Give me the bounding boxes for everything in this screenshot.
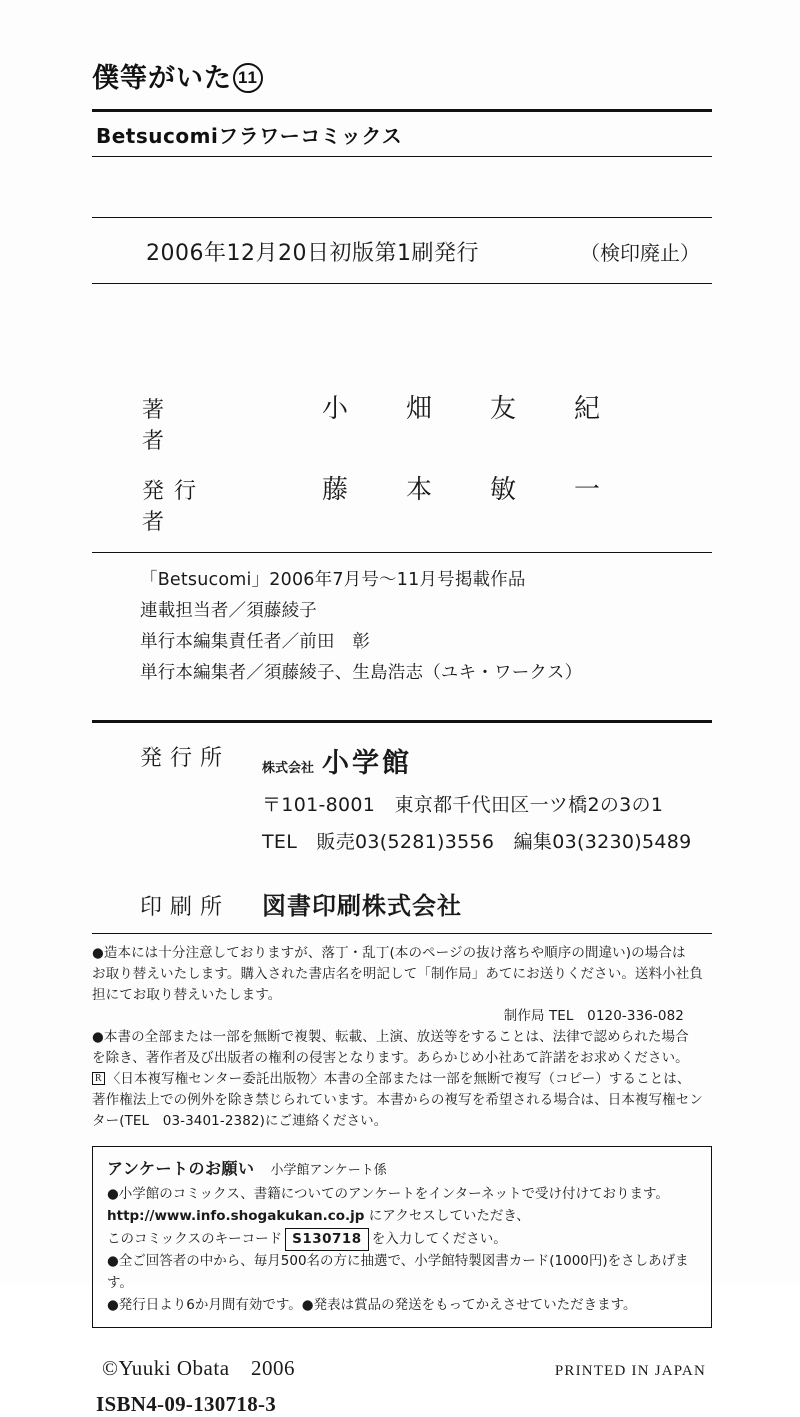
notice-line: 〈日本複写権センター委託出版物〉本書の全部または一部を無断で複写（コピー）することは、 [106, 1070, 691, 1087]
staff-item: 単行本編集者／須藤綾子、生島浩志（ユキ・ワークス） [140, 663, 583, 684]
survey-line: ●小学館のコミックス、書籍についてのアンケートをインターネットで受け付けております。 [107, 1185, 669, 1202]
printer-block [92, 886, 712, 921]
copyright-notice: ©Yuuki Obata 2006 [102, 1356, 296, 1381]
publisher-name: 小学館 [322, 747, 413, 779]
keycode-prefix: このコミックスのキーコード [107, 1230, 283, 1247]
legal-notices [92, 934, 712, 1132]
survey-title: アンケートのお願い [107, 1158, 255, 1178]
printer-label: 印刷所 [140, 894, 231, 920]
staff-list [92, 553, 712, 694]
publisher-corp-prefix: 株式会社 [262, 760, 315, 776]
notice-line: ●本書の全部または一部を無断で複製、転載、上演、放送等をすることは、法律で認められた場合 [92, 1028, 689, 1045]
author-label: 著 者 [142, 398, 207, 454]
isbn-number: ISBN4-09-130718-3 [96, 1392, 277, 1417]
notice-line: を除き、著作者及び出版者の権利の侵害となります。あらかじめ小社あて許諾をお求めください。 [92, 1049, 689, 1066]
footer-row [92, 1352, 712, 1382]
staff-item: 「Betsucomi」2006年7月号〜11月号掲載作品 [140, 570, 526, 590]
printed-in-japan: PRINTED IN JAPAN [554, 1363, 706, 1380]
printer-name: 図書印刷株式会社 [262, 891, 462, 920]
credit-row [92, 469, 712, 536]
footer-block [92, 1352, 712, 1417]
volume-number: 11 [233, 63, 263, 93]
notice-line-with-rmark [92, 1069, 712, 1090]
credits-block [92, 388, 712, 536]
publisher-name-line [262, 741, 712, 780]
publication-date-row [92, 218, 712, 283]
staff-item: 連載担当者／須藤綾子 [140, 601, 317, 622]
notice-line: ター(TEL 03-3401-2382)にご連絡ください。 [92, 1112, 388, 1129]
publisher-label: 発行所 [140, 745, 231, 771]
notice-line: 著作権法上での例外を除き禁じられています。本書からの複写を希望される場合は、日本複写権セン [92, 1091, 703, 1108]
divider-imprint [92, 156, 712, 157]
seal-note: （検印廃止） [580, 241, 700, 265]
book-title-row [92, 56, 712, 95]
survey-line: ●全ご回答者の中から、毎月500名の方に抽選で、小学館特製図書カード(1000円)をさしあげます。 [107, 1253, 689, 1292]
reproduction-rights-icon: R [92, 1072, 105, 1085]
publisher-block [92, 723, 712, 854]
publication-date: 2006年12月20日初版第1刷発行 [146, 241, 479, 266]
survey-header [107, 1156, 699, 1182]
publisher-details [262, 741, 712, 854]
production-dept-tel: 制作局 TEL 0120-336-082 [503, 1007, 684, 1024]
survey-keycode-line [107, 1228, 699, 1252]
colophon-content [92, 0, 712, 1417]
survey-line: ●発行日より6か月間有効です。●発表は賞品の発送をもってかえさせていただきます。 [107, 1297, 637, 1314]
notice-line: 担にてお取り替えいたします。 [92, 986, 282, 1003]
divider-publication-date [92, 283, 712, 284]
survey-url-suffix: にアクセスしていただき、 [364, 1207, 530, 1224]
survey-keycode: S130718 [285, 1228, 369, 1252]
credit-row [92, 388, 712, 455]
publisher-address: 〒101-8001 東京都千代田区一ツ橋2の3の1 [262, 793, 664, 816]
publisher-person-label: 発行者 [142, 479, 207, 535]
notice-line: お取り替えいたします。購入された書店名を明記して「制作局」あてにお送りください。送料小社負 [92, 965, 703, 982]
book-title: 僕等がいた [92, 63, 232, 94]
survey-url[interactable]: http://www.info.shogakukan.co.jp [107, 1207, 365, 1224]
publisher-telephone: TEL 販売03(5281)3556 編集03(3230)5489 [262, 830, 692, 853]
keycode-suffix: を入力してください。 [371, 1230, 507, 1247]
author-name: 小 畑 友 紀 [322, 394, 617, 424]
survey-box [92, 1146, 712, 1328]
staff-item: 単行本編集責任者／前田 彰 [140, 632, 371, 653]
survey-subtitle: 小学館アンケート係 [270, 1162, 387, 1178]
notice-line: ●造本には十分注意しておりますが、落丁・乱丁(本のページの抜け落ちや順序の間違い)の場合は [92, 944, 686, 961]
publisher-person-name: 藤 本 敏 一 [322, 475, 617, 505]
survey-url-line [107, 1206, 699, 1228]
publication-date-block [92, 217, 712, 284]
imprint-label: Betsucomiフラワーコミックス [96, 124, 403, 148]
